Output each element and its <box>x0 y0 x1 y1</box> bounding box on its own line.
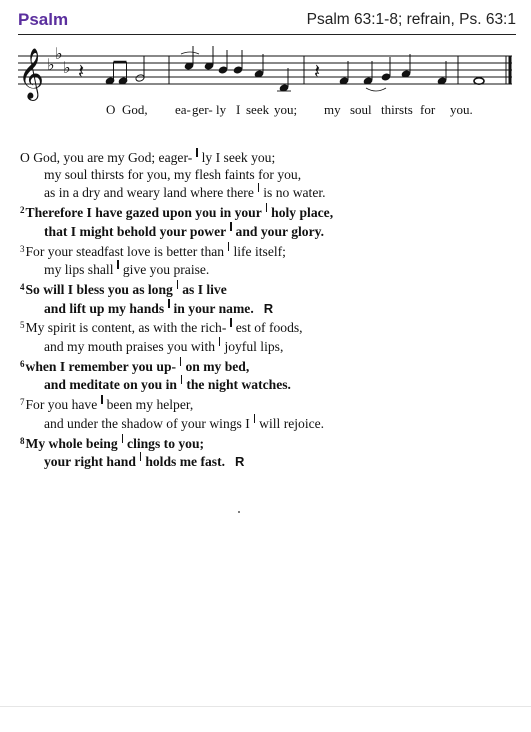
verse-text-before: and my mouth praises you with <box>44 339 216 355</box>
verse-text-before: and under the shadow of your wings I <box>44 415 250 431</box>
verse-text-after: joyful lips, <box>224 339 284 355</box>
bottom-divider <box>0 706 531 707</box>
pointing-mark <box>117 260 118 269</box>
verse-text-before: that I might behold your power <box>44 223 227 239</box>
lyric-syllable: for <box>420 102 436 117</box>
lyric-syllable: ly <box>216 102 227 117</box>
treble-clef-icon: 𝄞 <box>18 48 45 99</box>
svg-text:𝄽: 𝄽 <box>314 59 321 83</box>
verse-text-before: My spirit is content, as with the rich- <box>25 320 227 336</box>
section-label: Psalm <box>18 10 69 29</box>
pointing-mark <box>181 375 182 384</box>
verse-text-before: my lips shall <box>44 262 114 278</box>
lyric-syllable: ger- <box>192 102 213 117</box>
pointing-mark <box>254 414 255 423</box>
psalm-verses <box>20 148 520 471</box>
svg-text:♭: ♭ <box>63 58 71 77</box>
verse-text-after: on my bed, <box>185 358 250 374</box>
verse-text-after: as I live <box>182 281 227 297</box>
verse-text-after: been my helper, <box>106 397 194 413</box>
verse-line <box>20 452 520 471</box>
lyric-syllable: ea- <box>175 102 191 117</box>
verse-text-after: is no water. <box>263 185 326 201</box>
verse-text-after: and your glory. <box>235 223 325 239</box>
pointing-mark <box>230 318 231 327</box>
verse-text-before: For your steadfast love is better than <box>25 243 225 259</box>
lyric-syllable: thirsts <box>381 102 413 117</box>
pointing-mark <box>196 148 197 157</box>
pointing-mark <box>168 299 169 308</box>
stray-mark <box>238 511 240 513</box>
verse-line <box>20 317 520 337</box>
verse-number: 6 <box>20 358 25 369</box>
verse-line <box>20 375 520 394</box>
verse-text-before: So will I bless you as long <box>25 281 173 297</box>
pointing-mark <box>177 280 178 289</box>
psalm-citation: Psalm 63:1-8; refrain, Ps. 63:1 <box>306 11 516 28</box>
lyric-syllable: seek <box>246 102 270 117</box>
verse-number: 4 <box>20 281 25 292</box>
lyric-syllable: soul <box>350 102 372 117</box>
lyric-syllable: O <box>106 102 116 117</box>
verse-text-before: For you have <box>25 397 98 413</box>
verse-number: 7 <box>20 397 25 408</box>
pointing-mark <box>230 222 231 231</box>
verse-line <box>20 356 520 376</box>
music-staff <box>14 44 518 104</box>
lyric-syllable: you. <box>450 102 473 117</box>
verse-text-before: as in a dry and weary land where there <box>44 185 254 201</box>
verse-line <box>20 394 520 414</box>
verse-text-before: my soul thirsts for you, my flesh faints for you, <box>44 166 302 182</box>
page-header <box>18 8 516 35</box>
verse-text-after: will rejoice. <box>259 415 325 431</box>
verse-line <box>20 299 520 318</box>
verse-text-after: give you praise. <box>122 262 210 278</box>
verse-line <box>20 241 520 261</box>
verse-text-after: ly I seek you; <box>201 150 276 165</box>
verse-text-after: holds me fast. <box>145 454 225 470</box>
verse-number: 8 <box>20 435 25 446</box>
verse-text-after: the night watches. <box>186 377 291 393</box>
verse-text-before: My whole being <box>25 435 118 451</box>
svg-text:♭: ♭ <box>55 44 63 63</box>
verse-text-after: est of foods, <box>235 320 303 336</box>
verse-number: 5 <box>20 320 25 331</box>
refrain-marker: R <box>263 300 274 316</box>
lyric-syllable: God, <box>122 102 148 117</box>
verse-text-before: and meditate on you in <box>44 377 177 393</box>
pointing-mark <box>101 395 102 404</box>
pointing-mark <box>122 434 123 443</box>
verse-line <box>20 183 520 202</box>
verse-line <box>20 148 520 167</box>
verse-text-after: in your name. <box>173 300 254 316</box>
verse-line <box>20 279 520 299</box>
pointing-mark <box>180 357 181 366</box>
refrain-marker: R <box>235 454 245 470</box>
lyric-syllable: you; <box>274 102 298 117</box>
verse-text-after: clings to you; <box>127 435 205 451</box>
verse-text-before: your right hand <box>44 454 136 470</box>
verse-text-after: holy place, <box>271 205 334 221</box>
verse-number: 3 <box>20 243 25 254</box>
svg-text:♭: ♭ <box>47 55 55 74</box>
pointing-mark <box>219 337 220 346</box>
pointing-mark <box>258 183 259 192</box>
pointing-mark <box>228 242 229 251</box>
verse-line <box>20 337 520 356</box>
verse-line <box>20 414 520 433</box>
lyric-syllable: I <box>236 102 241 117</box>
verse-number: 2 <box>20 205 25 216</box>
quarter-rest-icon: 𝄽 <box>78 59 85 83</box>
verse-line <box>20 202 520 222</box>
verse-text-before: O God, you are my God; eager- <box>20 150 193 165</box>
verse-line <box>20 222 520 241</box>
verse-text-before: when I remember you up- <box>25 358 177 374</box>
verse-line <box>20 433 520 453</box>
verse-text-before: and lift up my hands <box>44 300 165 316</box>
verse-line <box>20 167 520 184</box>
verse-text-after: life itself; <box>233 243 286 259</box>
lyric-syllable: my <box>324 102 341 117</box>
pointing-mark <box>266 203 267 212</box>
verse-line <box>20 260 520 279</box>
verse-text-before: Therefore I have gazed upon you in your <box>25 205 262 221</box>
pointing-mark <box>140 452 141 461</box>
